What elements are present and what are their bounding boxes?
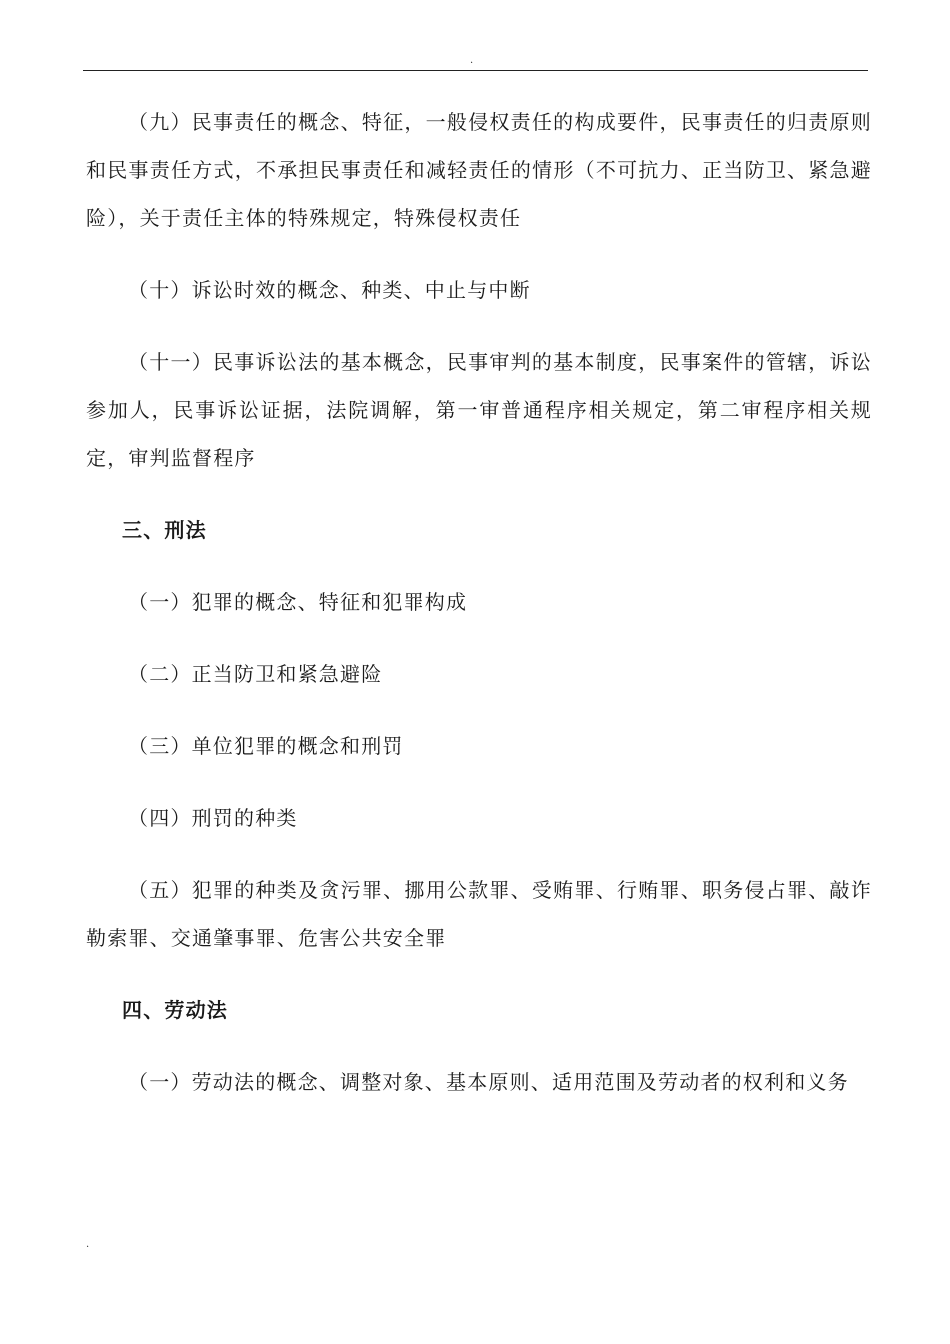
header-mark: .	[470, 55, 474, 66]
section-heading-labor-law: 四、劳动法	[122, 998, 228, 1022]
header-rule	[83, 70, 868, 71]
section-heading-criminal-law: 三、刑法	[122, 518, 207, 542]
document-body	[86, 98, 872, 1106]
paragraph-civil-11: （十一）民事诉讼法的基本概念，民事审判的基本制度，民事案件的管辖，诉讼参加人，民事诉讼证据，法院调解，第一审普通程序相关规定，第二审程序相关规定，审判监督程序	[86, 350, 872, 470]
footer-mark: .	[86, 1239, 90, 1250]
paragraph-criminal-4: （四）刑罚的种类	[128, 806, 298, 830]
paragraph-criminal-5: （五）犯罪的种类及贪污罪、挪用公款罪、受贿罪、行贿罪、职务侵占罪、敲诈勒索罪、交通肇事罪、危害公共安全罪	[86, 878, 872, 950]
paragraph-criminal-3: （三）单位犯罪的概念和刑罚	[128, 734, 404, 758]
paragraph-civil-10: （十）诉讼时效的概念、种类、中止与中断	[128, 278, 531, 302]
paragraph-criminal-1: （一）犯罪的概念、特征和犯罪构成	[128, 590, 468, 614]
paragraph-civil-9: （九）民事责任的概念、特征，一般侵权责任的构成要件，民事责任的归责原则和民事责任方式，不承担民事责任和减轻责任的情形（不可抗力、正当防卫、紧急避险），关于责任主体的特殊规定，特殊侵权责任	[86, 110, 872, 230]
paragraph-criminal-2: （二）正当防卫和紧急避险	[128, 662, 383, 686]
paragraph-labor-1: （一）劳动法的概念、调整对象、基本原则、适用范围及劳动者的权利和义务	[128, 1070, 849, 1094]
